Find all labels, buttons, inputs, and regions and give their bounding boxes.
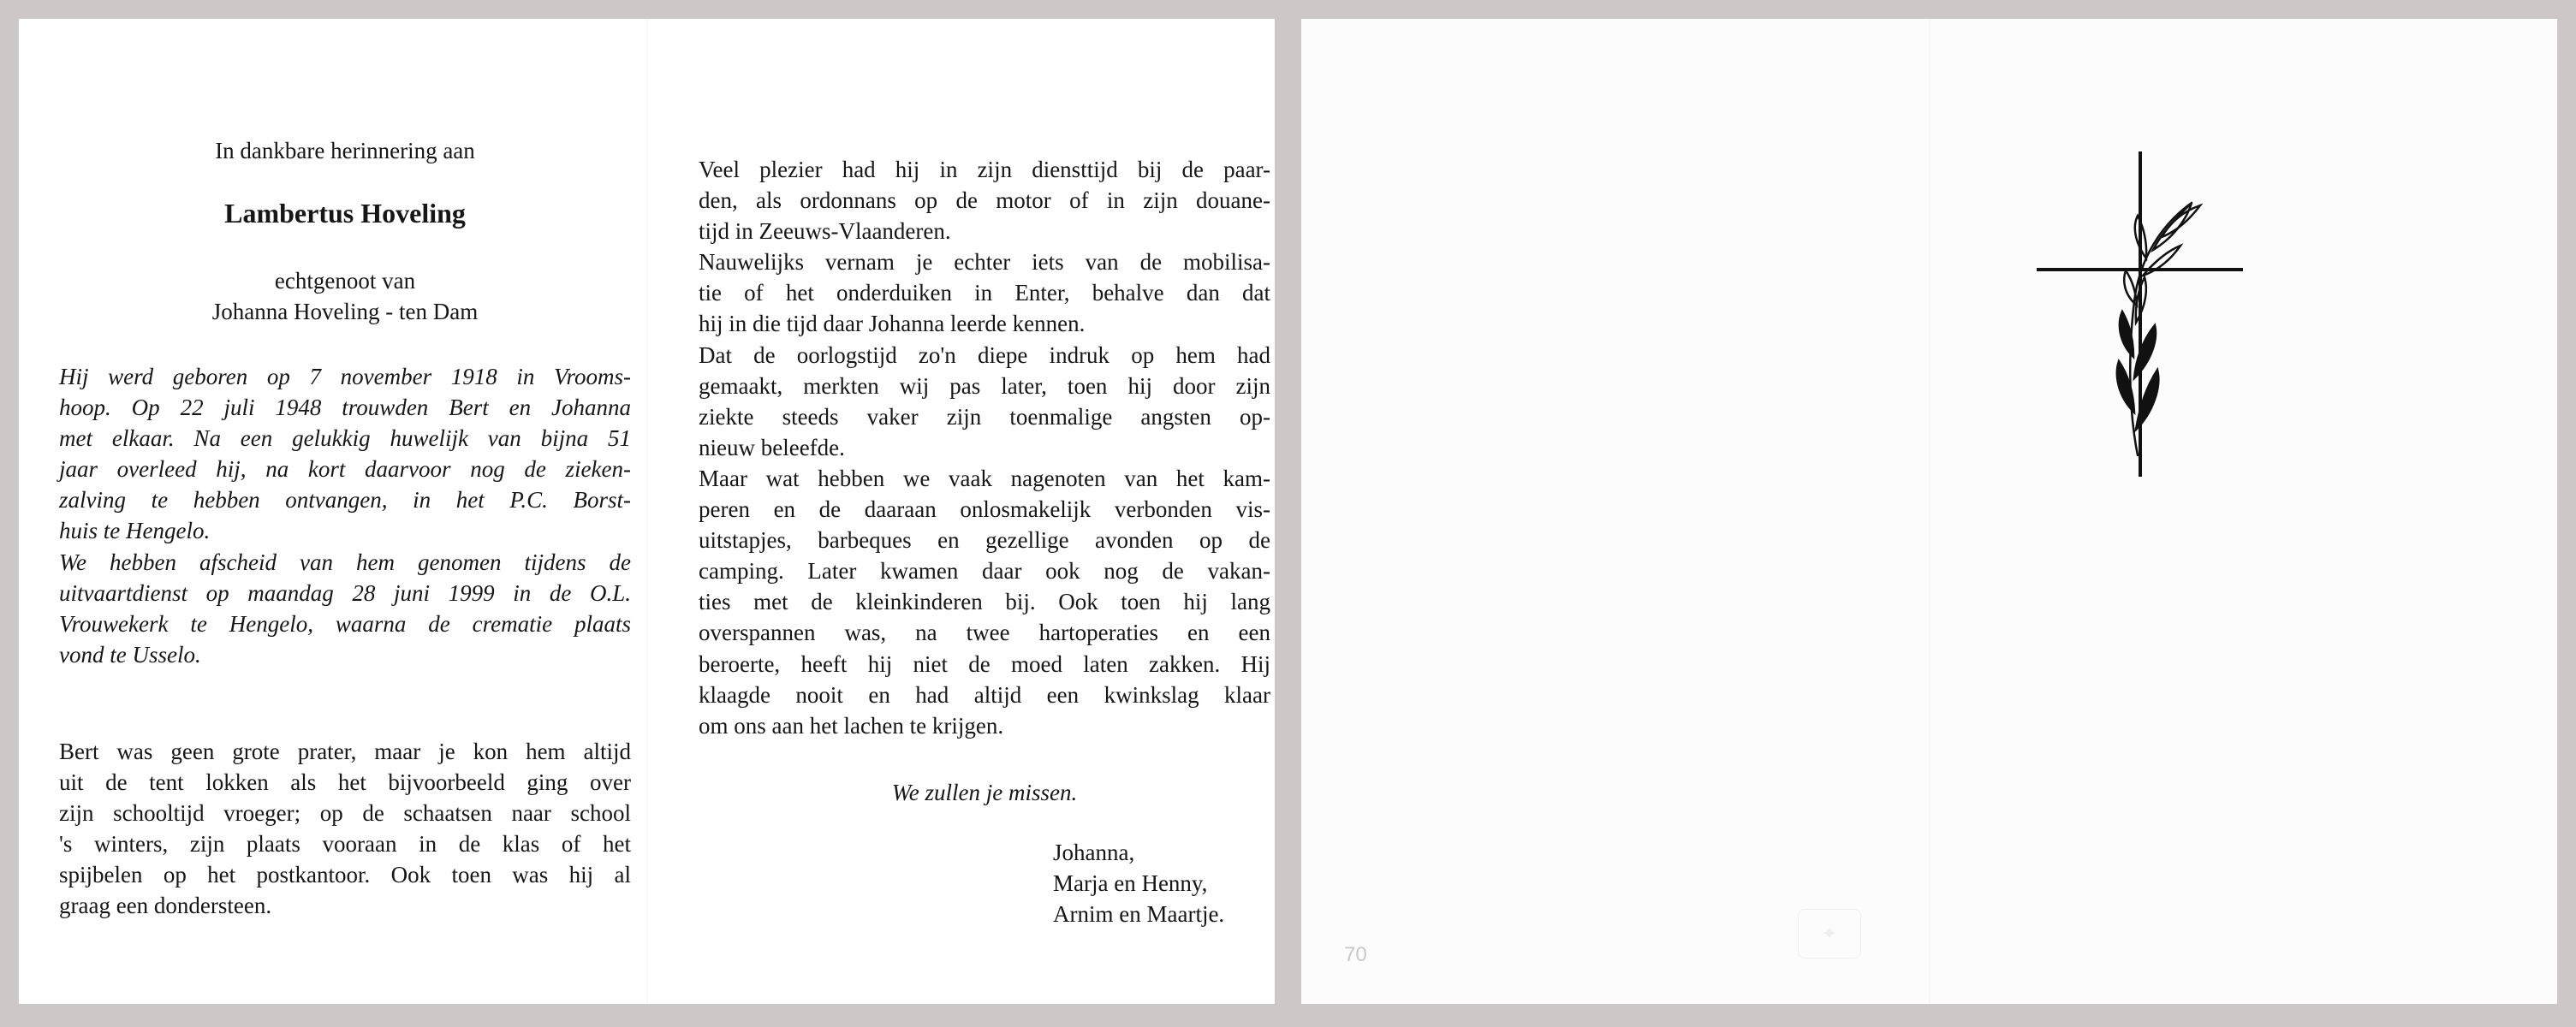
spouse-name: Johanna Hoveling - ten Dam bbox=[211, 299, 479, 324]
page-number: 70 bbox=[1344, 943, 1367, 966]
text-line: nieuw beleefde. bbox=[699, 434, 845, 460]
text-line: den, als ordonnans op de motor of in zijn douane- bbox=[699, 187, 1270, 214]
spouse-label: echtgenoot van bbox=[274, 268, 416, 294]
text-line: klaagde nooit en had altijd een kwinkslag klaar bbox=[699, 681, 1270, 708]
text-line: tie of het onderduiken in Enter, behalve dan dat bbox=[699, 280, 1270, 306]
faint-stamp-icon: ✦ bbox=[1798, 909, 1861, 959]
story-line: graag een dondersteen. bbox=[59, 893, 272, 919]
text-line: Nauwelijks vernam je echter iets van de mobilisa- bbox=[699, 249, 1270, 276]
signature-line: Marja en Henny, bbox=[1053, 870, 1208, 897]
bio-line: jaar overleed hij, na kort daarvoor nog de zieken- bbox=[59, 456, 631, 483]
story-line: zijn schooltijd vroeger; op de schaatsen naar school bbox=[59, 800, 631, 827]
card-outside-sheet bbox=[1301, 19, 2557, 1004]
intro-text: In dankbare herinnering aan bbox=[215, 138, 475, 163]
text-line: Dat de oorlogstijd zo'n diepe indruk op hem had bbox=[699, 341, 1270, 368]
bio-line: huis te Hengelo. bbox=[59, 518, 211, 544]
text-line: ziekte steeds vaker zijn toenmalige angsten op- bbox=[699, 403, 1270, 430]
text-line: overspannen was, na twee hartoperaties en een bbox=[699, 620, 1270, 646]
story-paragraph bbox=[59, 736, 631, 922]
bio-line: uitvaartdienst op maandag 28 juni 1999 in de O.L. bbox=[59, 579, 631, 606]
text-line: om ons aan het lachen te krijgen. bbox=[699, 712, 1004, 739]
text-line: ties met de kleinkinderen bij. Ook toen hij lang bbox=[699, 589, 1270, 615]
text-line: camping. Later kwamen daar ook nog de vakan- bbox=[699, 558, 1270, 585]
cross-with-olive-branch-icon bbox=[2033, 130, 2256, 481]
text-line: tijd in Zeeuws-Vlaanderen. bbox=[699, 218, 951, 245]
memories-paragraph bbox=[699, 154, 1270, 741]
text-line: Maar wat hebben we vaak nagenoten van het kam- bbox=[699, 465, 1270, 491]
center-fold bbox=[1929, 19, 1931, 1004]
bio-line: Hij werd geboren op 7 november 1918 in Vrooms- bbox=[59, 364, 631, 389]
signature-line: Arnim en Maartje. bbox=[1053, 901, 1225, 928]
story-line: spijbelen op het postkantoor. Ook toen was hij al bbox=[59, 862, 631, 888]
center-fold bbox=[646, 19, 648, 1004]
olive-branch bbox=[2117, 203, 2200, 455]
bio-line: vond te Usselo. bbox=[59, 641, 201, 668]
bio-line: met elkaar. Na een gelukkig huwelijk van bijna 51 bbox=[59, 425, 631, 452]
bio-line: Vrouwekerk te Hengelo, waarna de crematie plaats bbox=[59, 610, 631, 637]
biography-paragraph bbox=[59, 361, 631, 670]
story-line: Bert was geen grote prater, maar je kon hem altijd bbox=[59, 739, 631, 764]
deceased-name: Lambertus Hoveling bbox=[224, 198, 466, 229]
bio-line: hoop. Op 22 juli 1948 trouwden Bert en Johanna bbox=[59, 395, 631, 421]
bio-line: zalving te hebben ontvangen, in het P.C. Borst- bbox=[59, 487, 631, 514]
bio-line: We hebben afscheid van hem genomen tijdens de bbox=[59, 549, 631, 575]
text-line: beroerte, heeft hij niet de moed laten zakken. Hij bbox=[699, 650, 1270, 677]
card-inside-sheet bbox=[19, 19, 1275, 1004]
closing-line: We zullen je missen. bbox=[891, 780, 1078, 805]
story-line: uit de tent lokken als het bijvoorbeeld ging over bbox=[59, 769, 631, 796]
text-line: uitstapjes, barbeques en gezellige avonden op de bbox=[699, 527, 1270, 554]
signature-line: Johanna, bbox=[1053, 840, 1135, 865]
text-line: hij in die tijd daar Johanna leerde kennen. bbox=[699, 311, 1086, 337]
story-line: 's winters, zijn plaats vooraan in de klas of het bbox=[59, 831, 631, 858]
signature-block bbox=[1053, 837, 1224, 929]
text-line: gemaakt, merkten wij pas later, toen hij door zijn bbox=[699, 372, 1270, 399]
text-line: Veel plezier had hij in zijn diensttijd bij de paar- bbox=[699, 157, 1270, 182]
text-line: peren en de daaraan onlosmakelijk verbonden vis- bbox=[699, 496, 1270, 523]
